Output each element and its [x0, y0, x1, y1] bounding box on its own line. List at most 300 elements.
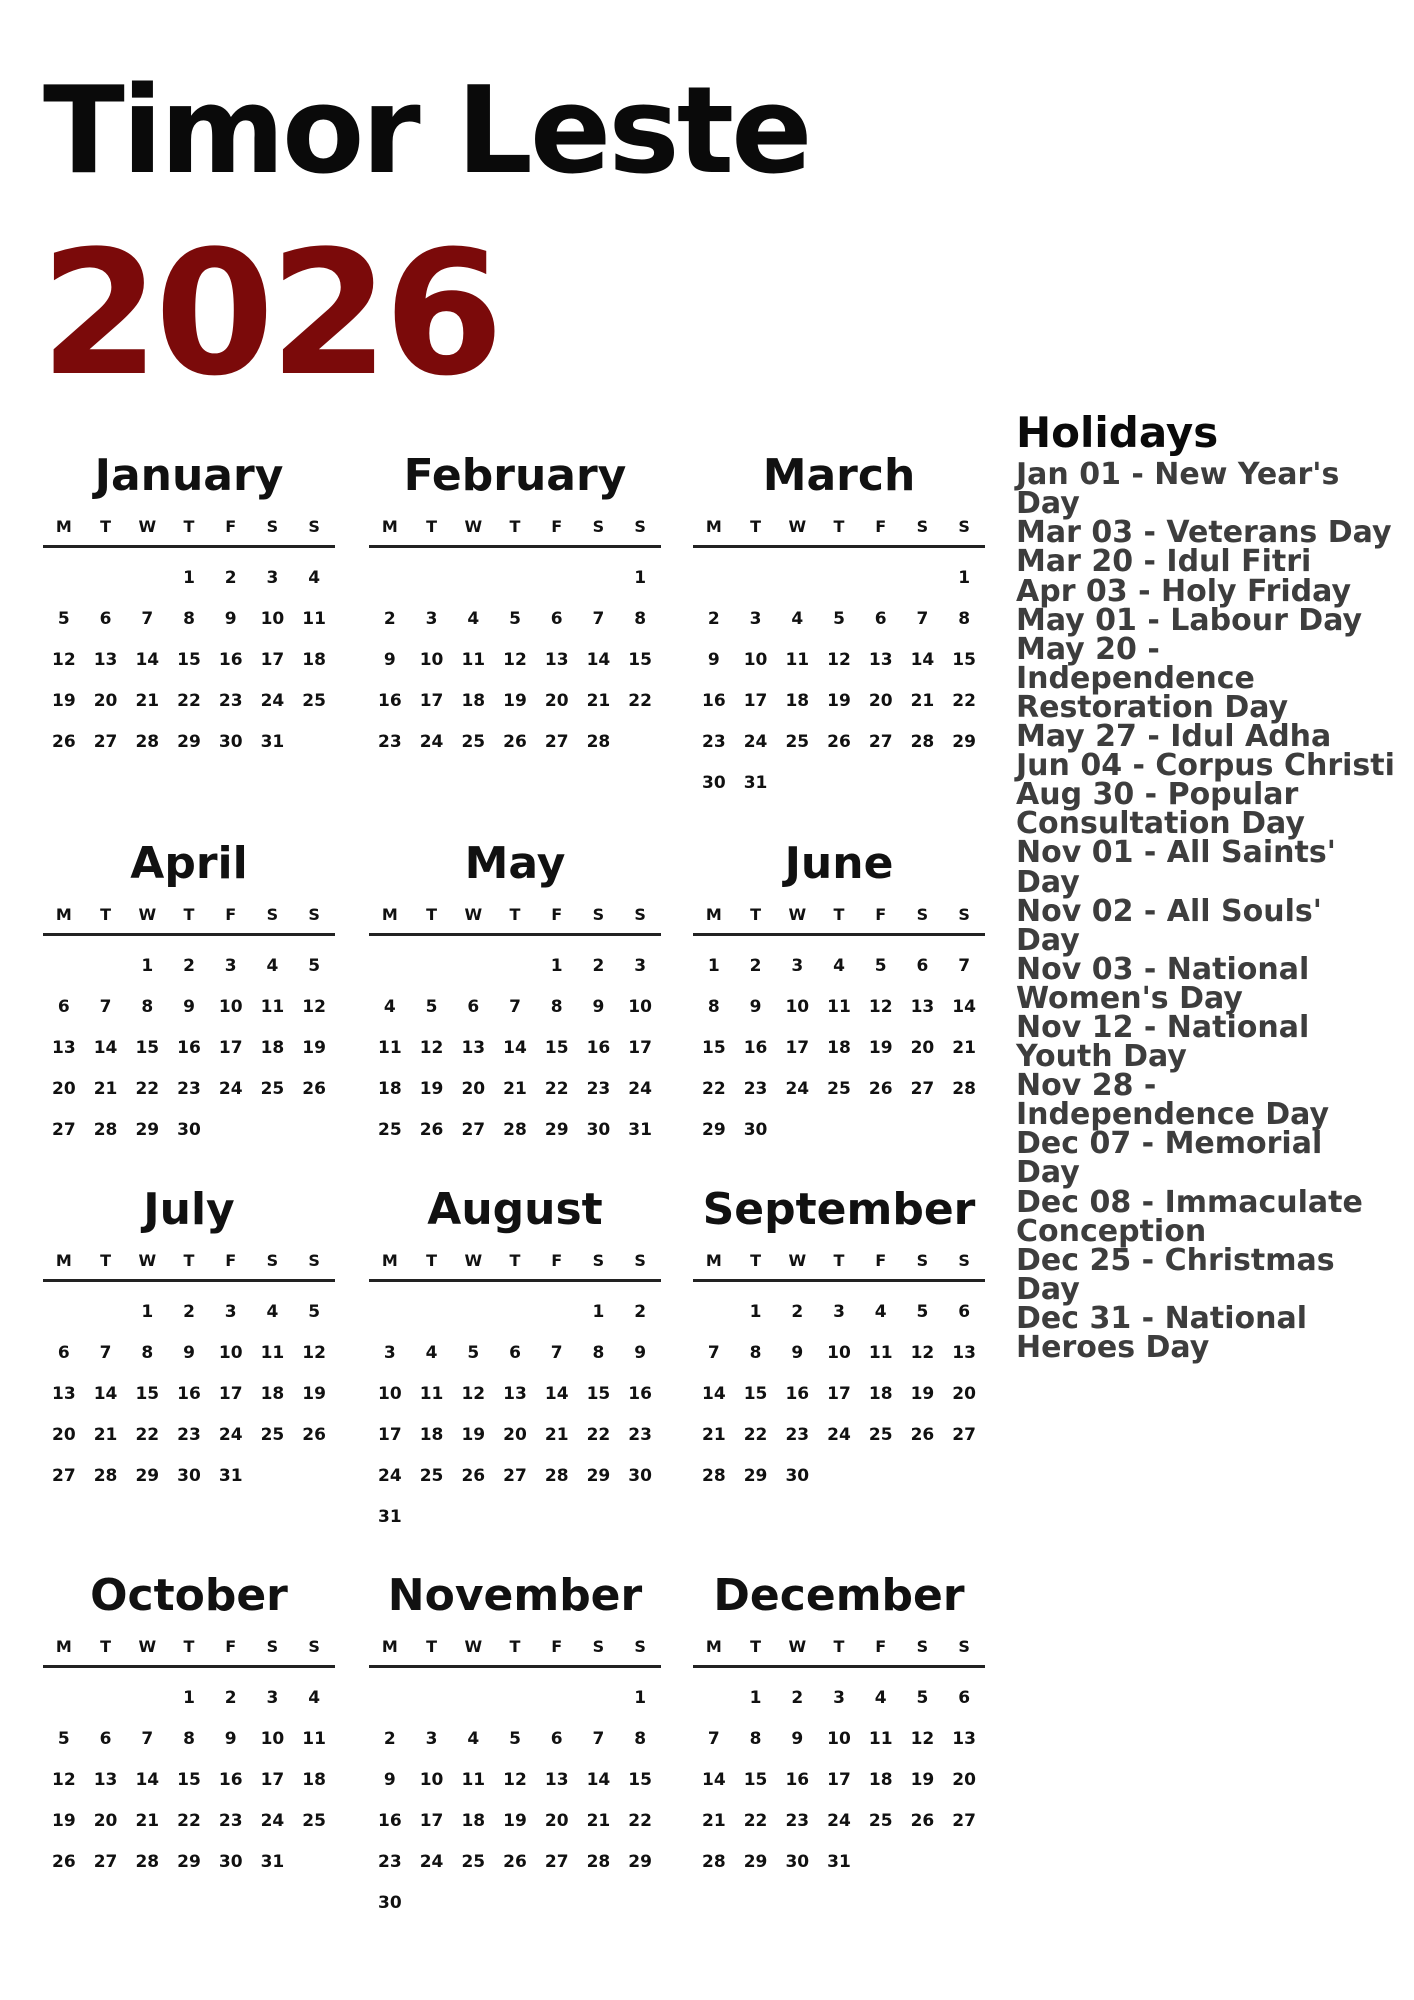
- day-cell: 2: [707, 609, 720, 629]
- weekday-header: T: [100, 905, 112, 924]
- weekday-header: T: [100, 1637, 112, 1656]
- empty-day-cell: [693, 1678, 735, 1719]
- month-name: November: [387, 1570, 643, 1621]
- day-cell: 6: [99, 1729, 112, 1749]
- day-cell: 9: [791, 1729, 804, 1749]
- day-cell: 20: [52, 1425, 76, 1445]
- day-cell: 12: [419, 1038, 444, 1058]
- day-cell: 8: [958, 609, 971, 629]
- day-cell: 21: [702, 1811, 726, 1831]
- weekday-header-row: [693, 517, 985, 548]
- day-cell: 19: [910, 1770, 935, 1790]
- day-cell: 15: [586, 1384, 611, 1404]
- day-cell: 9: [224, 1729, 237, 1749]
- day-cell: 22: [135, 1425, 160, 1445]
- weekday-header: S: [266, 1251, 279, 1270]
- day-cell: 24: [218, 1425, 243, 1445]
- day-cell: 2: [383, 609, 396, 629]
- day-cell: 14: [586, 1770, 611, 1790]
- day-cell: 8: [592, 1343, 605, 1363]
- day-cell: 12: [302, 997, 326, 1017]
- day-cell: 9: [707, 650, 720, 670]
- day-cell: 10: [419, 1770, 444, 1790]
- day-cell: 22: [177, 1811, 201, 1831]
- empty-day-cell: [536, 1678, 578, 1719]
- day-cell: 13: [952, 1729, 976, 1749]
- day-cell: 17: [419, 691, 444, 711]
- month-september: [693, 1181, 985, 1497]
- day-cell: 18: [461, 691, 486, 711]
- weekday-header: W: [138, 1637, 157, 1656]
- day-cell: 14: [503, 1038, 527, 1058]
- day-cell: 30: [177, 1466, 201, 1486]
- weekday-header: T: [509, 517, 521, 536]
- empty-day-cell: [860, 558, 902, 599]
- year-heading: 2026: [40, 213, 499, 414]
- day-cell: 13: [52, 1384, 76, 1404]
- weekday-header: T: [750, 1637, 762, 1656]
- weekday-header: W: [464, 905, 483, 924]
- day-cell: 13: [461, 1038, 486, 1058]
- day-cell: 8: [634, 609, 647, 629]
- day-cell: 20: [93, 1811, 118, 1831]
- day-cell: 19: [910, 1384, 935, 1404]
- weekday-header: F: [875, 1251, 887, 1270]
- day-grid: [693, 1678, 985, 1883]
- day-cell: 12: [868, 997, 893, 1017]
- day-cell: 23: [628, 1425, 652, 1445]
- day-cell: 13: [93, 1770, 118, 1790]
- day-cell: 20: [910, 1038, 935, 1058]
- day-cell: 4: [874, 1688, 887, 1708]
- day-cell: 11: [260, 1343, 285, 1363]
- day-cell: 4: [791, 609, 804, 629]
- day-cell: 21: [952, 1038, 976, 1058]
- day-cell: 1: [634, 1688, 647, 1708]
- day-cell: 16: [785, 1384, 810, 1404]
- day-cell: 8: [749, 1729, 762, 1749]
- day-cell: 31: [827, 1852, 851, 1872]
- weekday-header: T: [183, 905, 195, 924]
- weekday-header: S: [308, 905, 320, 924]
- day-cell: 4: [308, 1688, 321, 1708]
- month-march: [693, 447, 985, 804]
- day-cell: 6: [57, 997, 70, 1017]
- weekday-header: W: [464, 517, 483, 536]
- day-cell: 10: [827, 1729, 851, 1749]
- weekday-header: W: [138, 1251, 157, 1270]
- day-cell: 18: [302, 650, 326, 670]
- day-cell: 10: [218, 997, 243, 1017]
- day-cell: 10: [260, 609, 285, 629]
- weekday-header: F: [225, 1637, 237, 1656]
- day-cell: 17: [260, 650, 285, 670]
- day-cell: 30: [177, 1120, 201, 1140]
- day-cell: 11: [378, 1038, 402, 1058]
- holiday-item: Nov 03 - National Women's Day: [1016, 951, 1310, 1016]
- day-cell: 26: [52, 1852, 76, 1872]
- day-cell: 2: [224, 1688, 237, 1708]
- day-cell: 31: [260, 1852, 285, 1872]
- day-cell: 22: [135, 1079, 160, 1099]
- day-cell: 24: [260, 691, 285, 711]
- month-name: August: [427, 1184, 603, 1235]
- weekday-header: F: [875, 517, 887, 536]
- weekday-header: S: [958, 905, 970, 924]
- day-cell: 11: [260, 997, 285, 1017]
- day-cell: 26: [910, 1811, 935, 1831]
- day-cell: 5: [57, 609, 70, 629]
- weekday-header: S: [958, 1251, 970, 1270]
- day-cell: 18: [868, 1770, 893, 1790]
- day-cell: 13: [52, 1038, 76, 1058]
- day-cell: 7: [550, 1343, 563, 1363]
- weekday-header: T: [509, 905, 521, 924]
- holiday-item: May 20 - Independence Restoration Day: [1016, 631, 1289, 725]
- day-cell: 27: [952, 1425, 976, 1445]
- day-cell: 17: [419, 1811, 444, 1831]
- day-cell: 21: [586, 1811, 611, 1831]
- day-cell: 19: [52, 1811, 76, 1831]
- day-cell: 30: [785, 1852, 810, 1872]
- day-cell: 6: [57, 1343, 70, 1363]
- day-cell: 28: [135, 732, 160, 752]
- day-cell: 29: [544, 1120, 569, 1140]
- day-cell: 5: [467, 1343, 480, 1363]
- day-cell: 9: [183, 997, 195, 1017]
- empty-day-cell: [85, 558, 127, 599]
- day-cell: 6: [958, 1302, 971, 1322]
- holiday-item: Dec 31 - National Heroes Day: [1016, 1300, 1308, 1365]
- day-cell: 16: [218, 1770, 243, 1790]
- day-cell: 7: [141, 1729, 154, 1749]
- day-cell: 24: [743, 732, 768, 752]
- day-cell: 4: [833, 956, 845, 976]
- day-cell: 11: [302, 1729, 326, 1749]
- day-cell: 25: [785, 732, 810, 752]
- day-cell: 24: [785, 1079, 810, 1099]
- day-cell: 13: [544, 1770, 569, 1790]
- weekday-header-row: [693, 1251, 985, 1282]
- day-cell: 19: [302, 1038, 326, 1058]
- day-cell: 5: [833, 609, 845, 629]
- day-cell: 8: [749, 1343, 762, 1363]
- weekday-header: S: [592, 517, 605, 536]
- empty-day-cell: [494, 1292, 536, 1333]
- weekday-header-row: [43, 1637, 335, 1668]
- month-may: [369, 835, 661, 1151]
- holiday-item: Mar 03 - Veterans Day: [1016, 515, 1392, 551]
- day-cell: 20: [544, 1811, 569, 1831]
- day-cell: 27: [952, 1811, 976, 1831]
- weekday-header: S: [308, 1251, 320, 1270]
- day-cell: 2: [592, 956, 605, 976]
- empty-day-cell: [85, 1292, 127, 1333]
- holiday-item: Nov 28 - Independence Day: [1016, 1068, 1330, 1133]
- day-grid: [369, 1678, 661, 1924]
- day-cell: 23: [218, 691, 243, 711]
- day-cell: 27: [52, 1466, 76, 1486]
- day-cell: 7: [958, 956, 971, 976]
- page-title: Timor Leste: [43, 62, 810, 201]
- day-cell: 13: [544, 650, 569, 670]
- day-cell: 16: [586, 1038, 611, 1058]
- month-name: May: [464, 838, 566, 889]
- day-cell: 10: [785, 997, 810, 1017]
- day-cell: 19: [503, 1811, 527, 1831]
- day-cell: 26: [868, 1079, 893, 1099]
- holiday-item: Apr 03 - Holy Friday: [1016, 573, 1352, 609]
- weekday-header: M: [55, 517, 72, 536]
- weekday-header: T: [833, 1637, 845, 1656]
- day-cell: 26: [52, 732, 76, 752]
- day-cell: 6: [958, 1688, 971, 1708]
- weekday-header-row: [693, 905, 985, 936]
- month-name: July: [143, 1184, 235, 1235]
- day-cell: 7: [592, 609, 605, 629]
- weekday-header-row: [369, 905, 661, 936]
- day-cell: 1: [141, 956, 154, 976]
- day-cell: 4: [467, 609, 480, 629]
- weekday-header: M: [705, 517, 722, 536]
- day-cell: 26: [910, 1425, 935, 1445]
- empty-day-cell: [494, 558, 536, 599]
- day-cell: 20: [93, 691, 118, 711]
- day-cell: 25: [302, 1811, 326, 1831]
- day-cell: 2: [791, 1302, 804, 1322]
- day-cell: 26: [503, 1852, 527, 1872]
- weekday-header: S: [592, 1251, 605, 1270]
- day-cell: 21: [702, 1425, 726, 1445]
- day-cell: 22: [586, 1425, 611, 1445]
- empty-day-cell: [411, 946, 453, 987]
- day-cell: 24: [827, 1811, 851, 1831]
- day-cell: 7: [592, 1729, 605, 1749]
- day-cell: 28: [702, 1466, 726, 1486]
- day-cell: 26: [419, 1120, 444, 1140]
- day-cell: 3: [634, 956, 647, 976]
- day-cell: 22: [743, 1425, 768, 1445]
- day-cell: 18: [302, 1770, 326, 1790]
- day-cell: 10: [628, 997, 652, 1017]
- day-cell: 16: [702, 691, 726, 711]
- day-cell: 5: [916, 1302, 929, 1322]
- month-february: [369, 447, 661, 763]
- day-cell: 25: [378, 1120, 402, 1140]
- weekday-header-row: [369, 1637, 661, 1668]
- day-cell: 22: [628, 1811, 652, 1831]
- weekday-header: M: [55, 1251, 72, 1270]
- day-cell: 16: [378, 1811, 402, 1831]
- day-cell: 9: [749, 997, 762, 1017]
- day-cell: 4: [874, 1302, 887, 1322]
- weekday-header: M: [55, 1637, 72, 1656]
- day-cell: 15: [135, 1038, 160, 1058]
- day-cell: 29: [743, 1466, 768, 1486]
- day-cell: 1: [634, 568, 647, 588]
- day-cell: 21: [586, 691, 611, 711]
- day-cell: 21: [503, 1079, 527, 1099]
- day-cell: 3: [266, 568, 279, 588]
- day-cell: 30: [586, 1120, 611, 1140]
- day-cell: 19: [827, 691, 851, 711]
- day-cell: 12: [910, 1343, 935, 1363]
- empty-day-cell: [693, 1292, 735, 1333]
- day-cell: 6: [550, 609, 563, 629]
- weekday-header: T: [750, 905, 762, 924]
- day-cell: 19: [419, 1079, 444, 1099]
- weekday-header: S: [916, 1637, 929, 1656]
- day-cell: 30: [702, 773, 726, 793]
- weekday-header: S: [958, 1637, 970, 1656]
- day-cell: 8: [183, 609, 195, 629]
- weekday-header-row: [693, 1637, 985, 1668]
- day-cell: 18: [260, 1038, 285, 1058]
- empty-day-cell: [411, 1292, 453, 1333]
- day-cell: 19: [302, 1384, 326, 1404]
- day-grid: [693, 1292, 985, 1497]
- holiday-item: Aug 30 - Popular Consultation Day: [1016, 777, 1305, 842]
- day-cell: 12: [52, 1770, 76, 1790]
- holiday-item: Dec 07 - Memorial Day: [1016, 1126, 1323, 1191]
- day-cell: 29: [135, 1466, 160, 1486]
- weekday-header: M: [381, 1251, 398, 1270]
- weekday-header: W: [788, 905, 807, 924]
- empty-day-cell: [43, 558, 85, 599]
- day-cell: 28: [910, 732, 935, 752]
- empty-day-cell: [735, 558, 777, 599]
- day-cell: 7: [916, 609, 929, 629]
- day-cell: 27: [52, 1120, 76, 1140]
- day-cell: 24: [419, 732, 444, 752]
- day-cell: 7: [141, 609, 154, 629]
- empty-day-cell: [126, 1678, 168, 1719]
- day-cell: 21: [544, 1425, 569, 1445]
- empty-day-cell: [369, 558, 411, 599]
- day-cell: 14: [586, 650, 611, 670]
- day-cell: 10: [743, 650, 768, 670]
- day-cell: 7: [509, 997, 521, 1017]
- day-cell: 29: [177, 732, 201, 752]
- weekday-header: T: [833, 905, 845, 924]
- day-cell: 12: [827, 650, 851, 670]
- month-june: [693, 835, 985, 1151]
- day-cell: 17: [260, 1770, 285, 1790]
- day-cell: 25: [461, 1852, 486, 1872]
- empty-day-cell: [126, 558, 168, 599]
- weekday-header: S: [958, 517, 970, 536]
- weekday-header: T: [833, 517, 845, 536]
- weekday-header: T: [426, 1251, 438, 1270]
- weekday-header: T: [100, 1251, 112, 1270]
- day-cell: 23: [586, 1079, 611, 1099]
- day-cell: 30: [743, 1120, 768, 1140]
- month-name: February: [403, 450, 627, 501]
- weekday-header: F: [551, 905, 563, 924]
- day-cell: 17: [827, 1770, 851, 1790]
- day-cell: 22: [544, 1079, 569, 1099]
- day-cell: 16: [785, 1770, 810, 1790]
- day-cell: 15: [135, 1384, 160, 1404]
- day-grid: [43, 1292, 335, 1497]
- weekday-header: F: [225, 517, 237, 536]
- day-cell: 17: [827, 1384, 851, 1404]
- day-cell: 17: [743, 691, 768, 711]
- day-cell: 23: [785, 1425, 810, 1445]
- day-cell: 9: [791, 1343, 804, 1363]
- day-cell: 3: [383, 1343, 396, 1363]
- day-cell: 3: [833, 1688, 845, 1708]
- day-cell: 17: [378, 1425, 402, 1445]
- day-cell: 22: [702, 1079, 726, 1099]
- holiday-item: Nov 02 - All Souls' Day: [1016, 893, 1322, 958]
- day-cell: 9: [224, 609, 237, 629]
- day-cell: 7: [99, 997, 112, 1017]
- weekday-header: T: [750, 517, 762, 536]
- weekday-header: F: [225, 905, 237, 924]
- empty-day-cell: [43, 946, 85, 987]
- day-cell: 20: [544, 691, 569, 711]
- day-cell: 27: [868, 732, 893, 752]
- weekday-header: F: [875, 1637, 887, 1656]
- month-january: [43, 447, 335, 763]
- day-cell: 9: [383, 1770, 396, 1790]
- day-cell: 14: [135, 1770, 160, 1790]
- day-cell: 22: [952, 691, 976, 711]
- day-cell: 15: [544, 1038, 569, 1058]
- day-cell: 11: [302, 609, 326, 629]
- day-cell: 28: [544, 1466, 569, 1486]
- weekday-header: T: [426, 905, 438, 924]
- weekday-header: W: [464, 1251, 483, 1270]
- day-cell: 30: [785, 1466, 810, 1486]
- month-name: September: [702, 1184, 976, 1235]
- month-november: [369, 1567, 661, 1924]
- empty-day-cell: [536, 558, 578, 599]
- day-cell: 2: [183, 1302, 195, 1322]
- day-cell: 6: [916, 956, 929, 976]
- day-cell: 6: [467, 997, 480, 1017]
- day-cell: 12: [461, 1384, 486, 1404]
- weekday-header: M: [381, 517, 398, 536]
- day-cell: 6: [874, 609, 887, 629]
- day-cell: 27: [544, 732, 569, 752]
- empty-day-cell: [818, 558, 860, 599]
- day-cell: 27: [544, 1852, 569, 1872]
- day-cell: 13: [868, 650, 893, 670]
- day-cell: 26: [302, 1425, 326, 1445]
- weekday-header: S: [634, 905, 646, 924]
- day-cell: 6: [509, 1343, 521, 1363]
- day-grid: [43, 1678, 335, 1883]
- day-cell: 5: [308, 956, 321, 976]
- weekday-header: S: [266, 517, 279, 536]
- month-name: December: [713, 1570, 965, 1621]
- day-cell: 31: [743, 773, 768, 793]
- holiday-item: Nov 01 - All Saints' Day: [1016, 835, 1336, 900]
- day-cell: 11: [461, 1770, 486, 1790]
- day-cell: 4: [266, 1302, 279, 1322]
- day-cell: 28: [586, 1852, 611, 1872]
- day-cell: 16: [743, 1038, 768, 1058]
- day-cell: 22: [177, 691, 201, 711]
- weekday-header: S: [916, 1251, 929, 1270]
- day-cell: 15: [177, 650, 201, 670]
- weekday-header: S: [266, 905, 279, 924]
- month-name: October: [90, 1570, 288, 1621]
- day-cell: 14: [702, 1770, 726, 1790]
- day-cell: 14: [952, 997, 976, 1017]
